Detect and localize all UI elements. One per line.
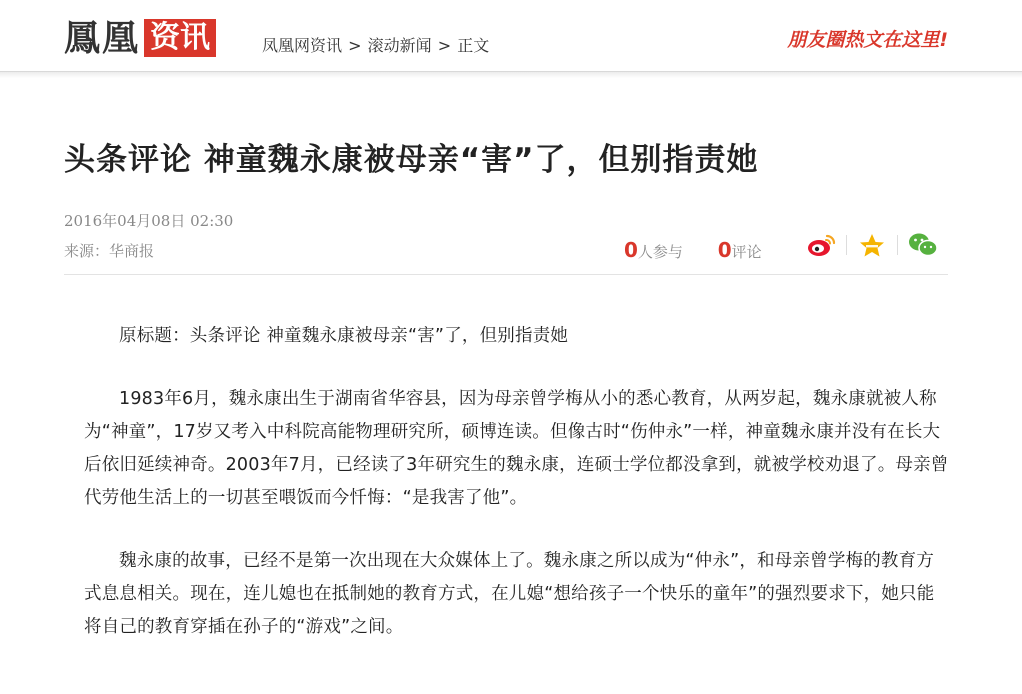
wechat-icon[interactable] [906, 230, 940, 260]
article-paragraph: 魏永康的故事，已经不是第一次出现在大众媒体上了。魏永康之所以成为“仲永”，和母亲曾学梅的教育方式息息相关。现在，连儿媳也在抵制她的教育方式，在儿媳“想给孩子一个快乐的童年”的强烈要求下，她只能将自己的教育穿插在孙子的“游戏”之间。 [84, 551, 935, 637]
site-header [0, 0, 1022, 72]
article-date: 2016年04月08日 02:30 [64, 212, 234, 230]
participants-label: 人参与 [637, 243, 683, 261]
share-bar [804, 230, 940, 260]
article-paragraph: 原标题：头条评论 神童魏永康被母亲“害”了，但别指责她 [119, 326, 569, 346]
header-divider [64, 274, 948, 275]
promo-link[interactable]: 朋友圈热文在这里! [787, 29, 948, 51]
breadcrumb-item-home[interactable]: 凤凰网资讯 [262, 36, 343, 55]
breadcrumb-separator: > [348, 36, 362, 55]
weibo-icon[interactable] [804, 230, 838, 260]
qzone-star-icon[interactable] [855, 230, 889, 260]
share-separator [897, 235, 898, 255]
breadcrumb-item-rolling-news[interactable]: 滚动新闻 [367, 36, 432, 55]
article-title: 头条评论 神童魏永康被母亲“害”了，但别指责她 [64, 142, 759, 178]
breadcrumb-separator: > [437, 36, 452, 55]
participants-number: 0 [624, 238, 638, 262]
share-separator [846, 235, 847, 255]
article-stats [624, 238, 792, 262]
comments-number: 0 [717, 238, 732, 262]
breadcrumb [262, 33, 489, 56]
logo-badge: 资讯 [144, 19, 216, 57]
site-logo[interactable] [64, 18, 216, 58]
article-paragraph: 1983年6月，魏永康出生于湖南省华容县，因为母亲曾学梅从小的悉心教育，从两岁起，魏永康就被人称为“神童”，17岁又考入中科院高能物理研究所，硕博连读。但像古时“伤仲永”一样，神童魏永康并没有在长大后依旧延续神奇。2003年7月，已经读了3年研究生的魏永康，连硕士学位都没拿到，就被学校劝退了。母亲曾代劳他生活上的一切甚至喂饭而今忏悔：“是我害了他”。 [84, 389, 949, 508]
logo-text: 鳳凰 [64, 17, 141, 59]
participants-count[interactable] [624, 238, 683, 262]
article-source: 来源：华商报 [64, 242, 155, 260]
article-body [84, 320, 950, 674]
header-shadow [0, 72, 1022, 78]
comments-count[interactable] [718, 238, 762, 262]
breadcrumb-item-article[interactable]: 正文 [457, 36, 490, 55]
comments-label: 评论 [731, 243, 762, 261]
